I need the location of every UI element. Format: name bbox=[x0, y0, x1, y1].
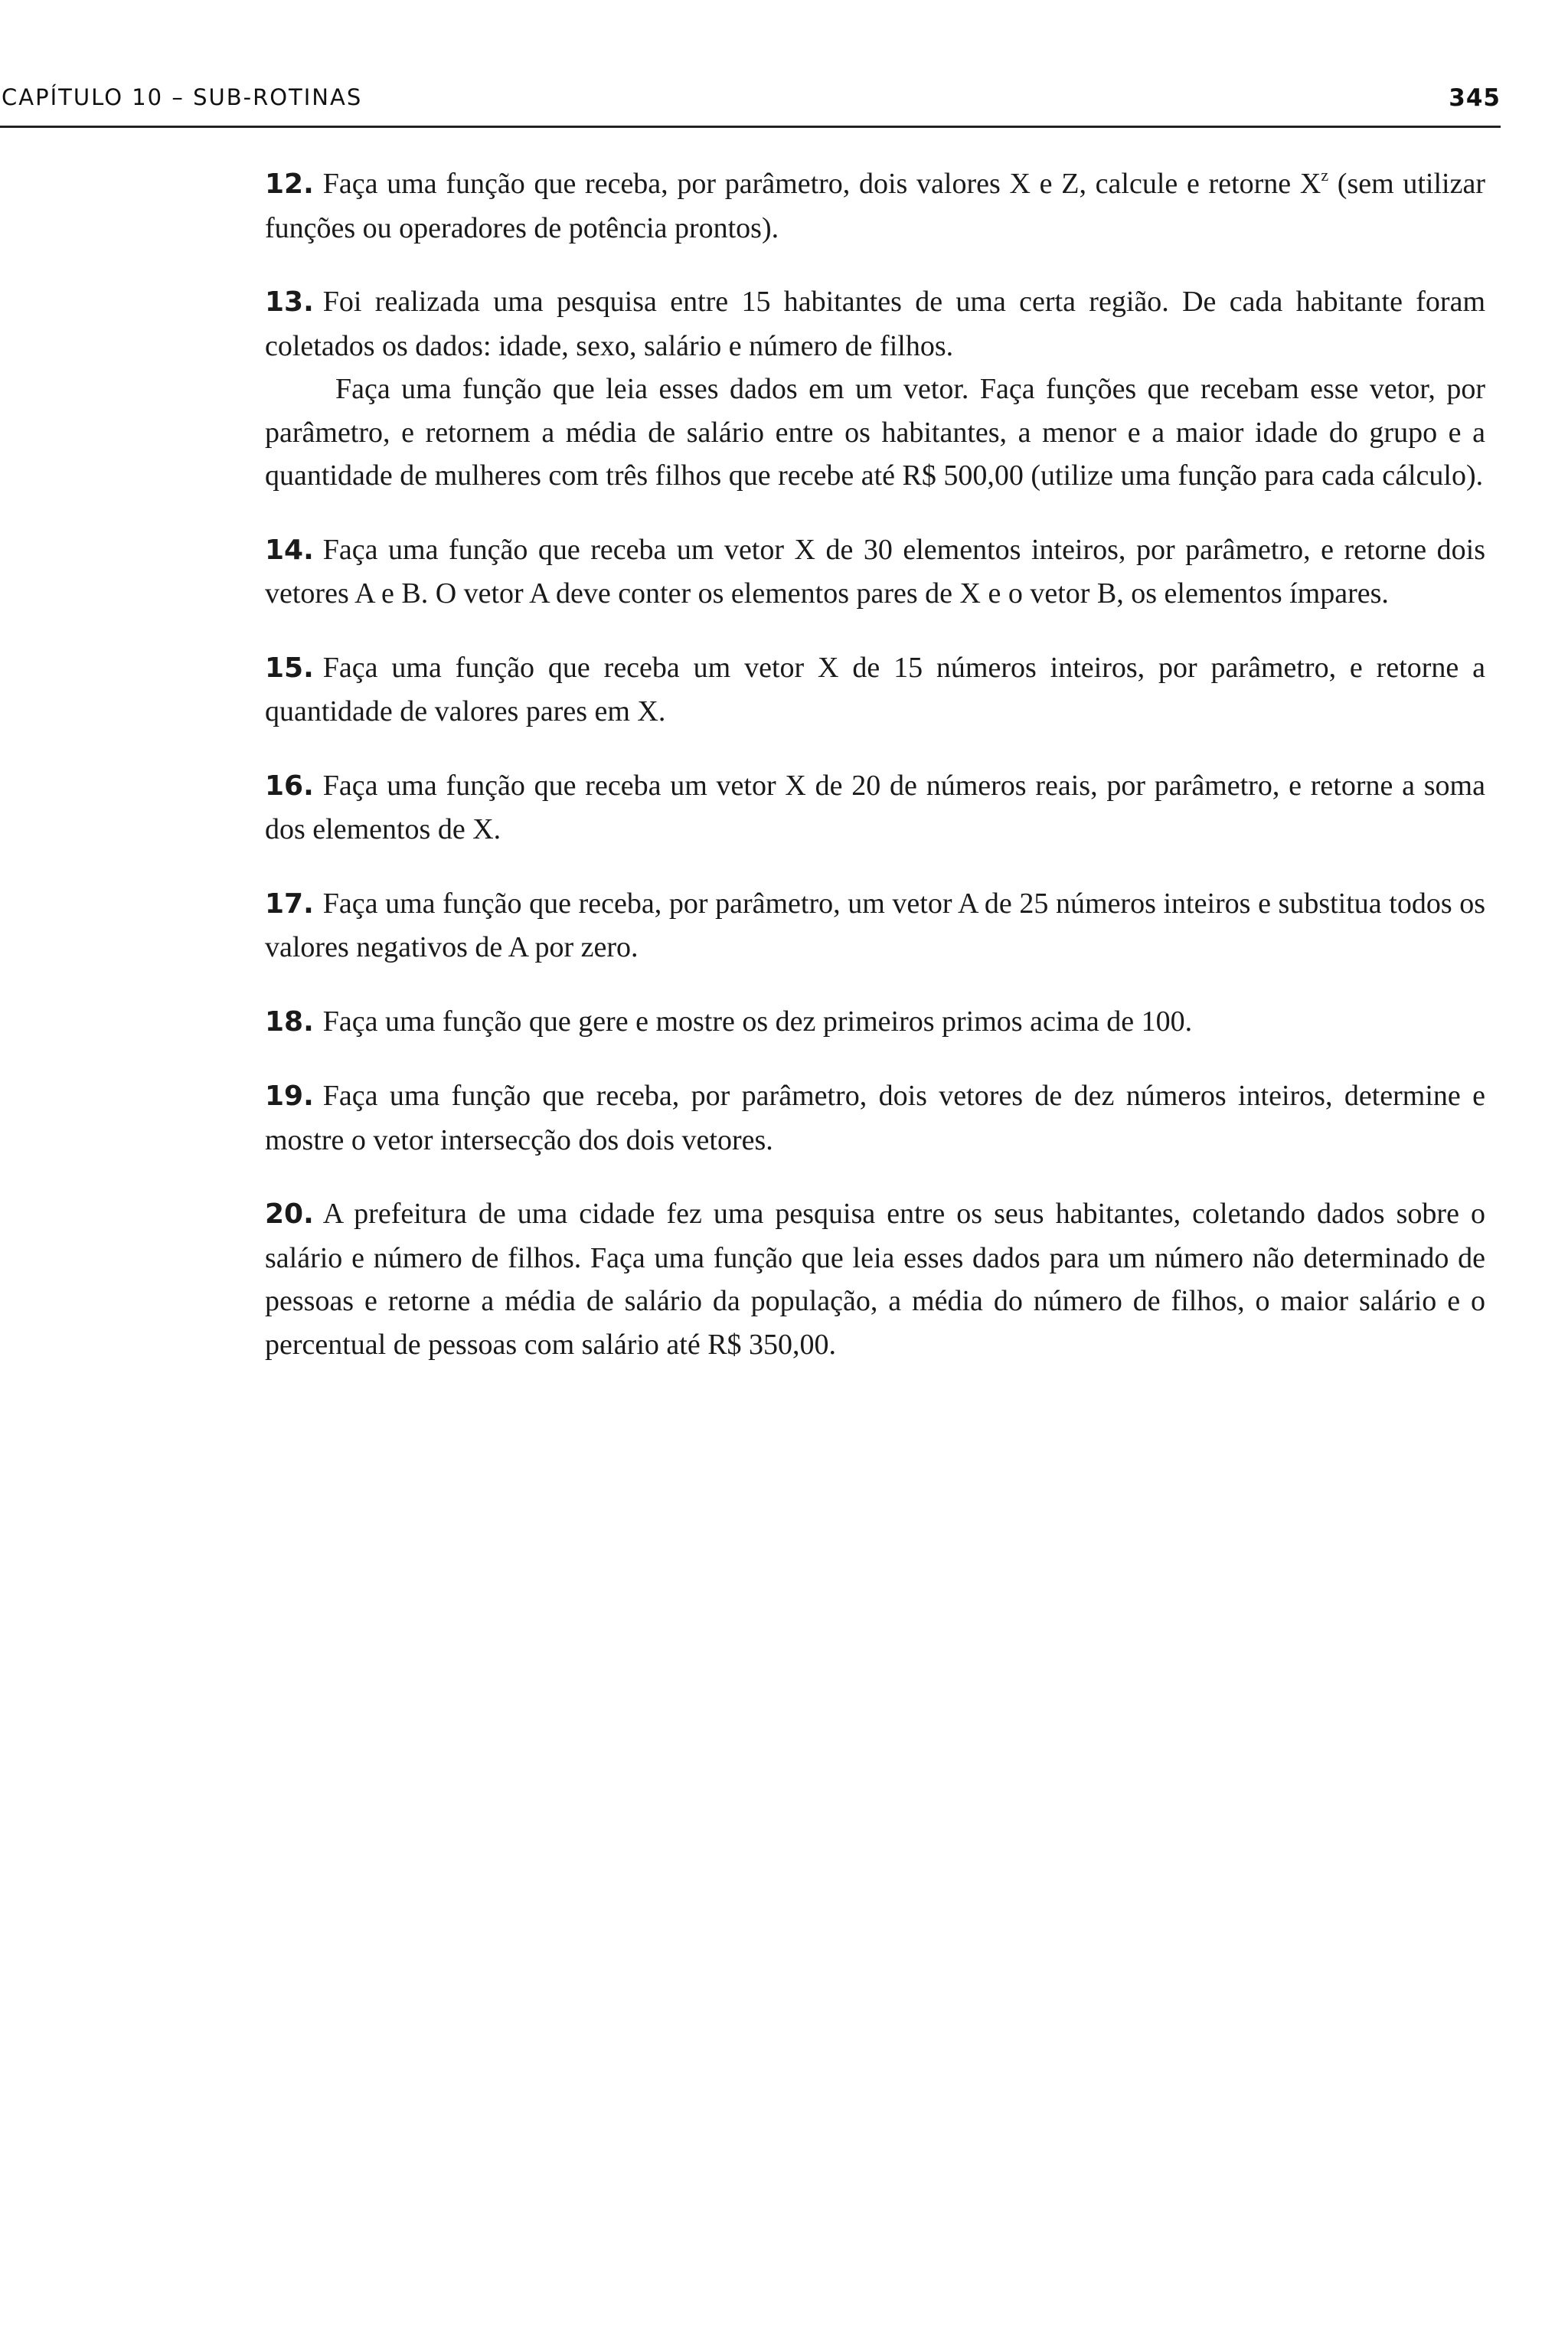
exercise-number: 17. bbox=[265, 888, 314, 920]
page-header bbox=[0, 80, 1501, 128]
exercise-number: 15. bbox=[265, 652, 314, 684]
exercise-text-part: Faça uma função que receba um vetor X de 30 elementos inteiros, por parâmetro, e retorne dois vetores A e B. O vetor A deve conter os elementos pares de X e o vetor B, os elementos ímpares. bbox=[265, 533, 1485, 610]
exercise-text bbox=[265, 764, 1485, 852]
exercise-text-part: Faça uma função que receba, por parâmetro, um vetor A de 25 números inteiros e substitua todos os valores negativos de A por zero. bbox=[265, 887, 1485, 963]
exercise-paragraph: Faça uma função que leia esses dados em um vetor. Faça funções que recebam esse vetor, por parâmetro, e retornem a média de salário entre os habitantes, a menor e a maior idade do grupo e a quantidade de mulheres com três filhos que recebe até R$ 500,00 (utilize uma função para cada cálculo). bbox=[265, 373, 1485, 492]
exercise-text bbox=[265, 1192, 1485, 1366]
exercise-text bbox=[265, 646, 1485, 734]
exponent: z bbox=[1321, 165, 1329, 185]
exercise-16 bbox=[265, 764, 1485, 852]
exercise-text-part: A prefeitura de uma cidade fez uma pesquisa entre os seus habitantes, coletando dados sobre o salário e número de filhos. Faça uma função que leia esses dados para um número não determinado de pessoas e retorne a média de salário da população, a média do número de filhos, o maior salário e o percentual de pessoas com salário até R$ 350,00. bbox=[265, 1198, 1485, 1361]
exercise-text-part: Faça uma função que receba um vetor X de 20 de números reais, por parâmetro, e retorne a soma dos elementos de X. bbox=[265, 769, 1485, 845]
exercise-18 bbox=[265, 1000, 1485, 1045]
exercise-text-part: Faça uma função que receba, por parâmetro, dois vetores de dez números inteiros, determine e mostre o vetor intersecção dos dois vetores. bbox=[265, 1080, 1485, 1156]
exercise-12 bbox=[265, 162, 1485, 250]
exercise-text bbox=[265, 1000, 1485, 1045]
exercise-text bbox=[265, 162, 1485, 250]
exercise-text-part: Faça uma função que gere e mostre os dez primeiros primos acima de 100. bbox=[322, 1005, 1193, 1038]
exercise-text bbox=[265, 1074, 1485, 1162]
exercise-number: 12. bbox=[265, 168, 314, 200]
exercise-text-part: Faça uma função que receba um vetor X de 15 números inteiros, por parâmetro, e retorne a quantidade de valores pares em X. bbox=[265, 651, 1485, 727]
exercise-number: 20. bbox=[265, 1198, 314, 1230]
chapter-title: CAPÍTULO 10 – SUB-ROTINAS bbox=[2, 84, 363, 110]
exercise-14 bbox=[265, 528, 1485, 616]
exercise-19 bbox=[265, 1074, 1485, 1162]
page-number: 345 bbox=[1449, 84, 1501, 112]
exercise-text-part: Foi realizada uma pesquisa entre 15 habitantes de uma certa região. De cada habitante foram coletados os dados: idade, sexo, salário e número de filhos. bbox=[265, 286, 1485, 362]
exercise-13 bbox=[265, 280, 1485, 498]
exercise-text-part: (sem utilizar funções ou operadores de potência prontos). bbox=[265, 168, 1485, 244]
exercise-15 bbox=[265, 646, 1485, 734]
exercise-list bbox=[265, 162, 1485, 1397]
exercise-text bbox=[265, 280, 1485, 368]
exercise-number: 13. bbox=[265, 286, 314, 318]
exercise-number: 19. bbox=[265, 1080, 314, 1112]
exercise-number: 18. bbox=[265, 1005, 314, 1038]
exercise-20 bbox=[265, 1192, 1485, 1366]
exercise-text-part: Faça uma função que receba, por parâmetro, dois valores X e Z, calcule e retorne X bbox=[322, 168, 1321, 200]
exercise-number: 16. bbox=[265, 770, 314, 802]
exercise-text bbox=[265, 882, 1485, 969]
exercise-17 bbox=[265, 882, 1485, 969]
exercise-number: 14. bbox=[265, 534, 314, 566]
exercise-text bbox=[265, 528, 1485, 616]
